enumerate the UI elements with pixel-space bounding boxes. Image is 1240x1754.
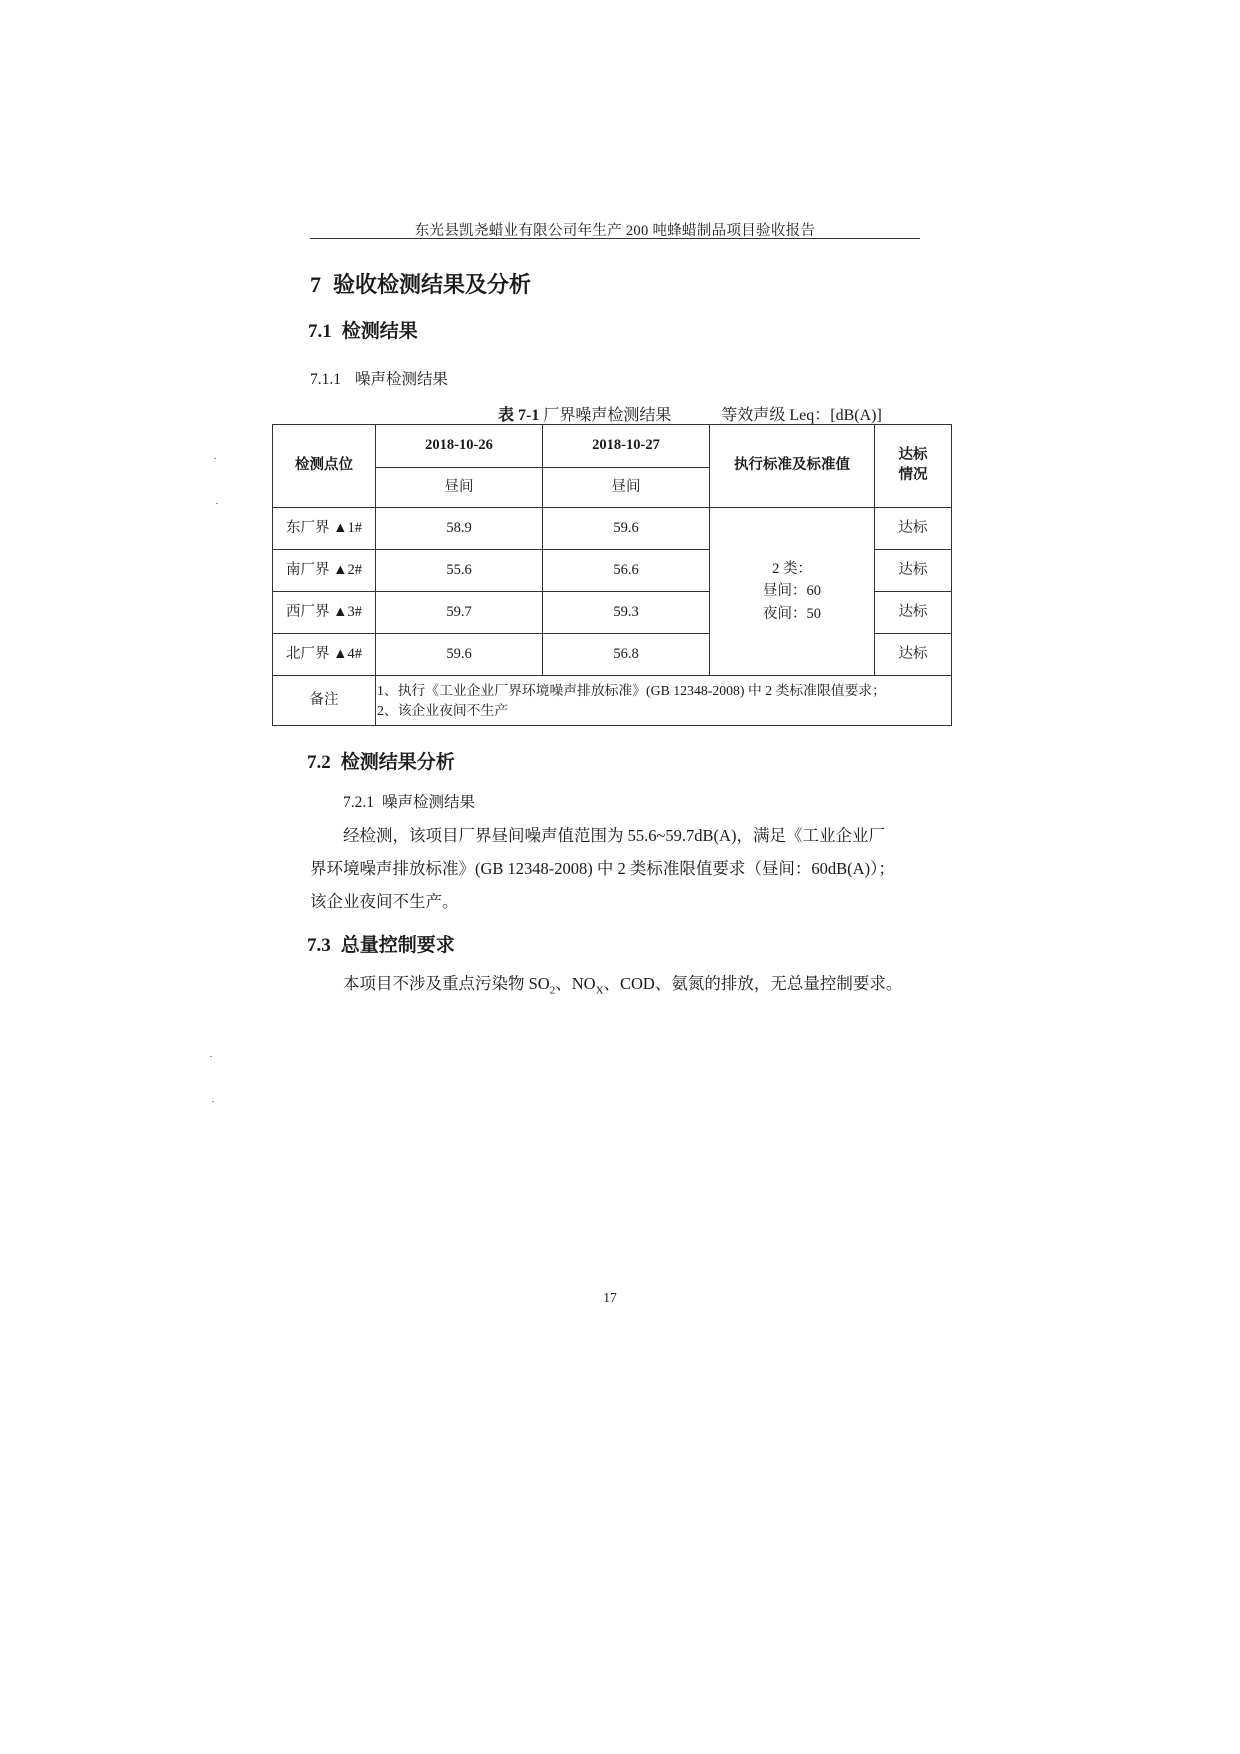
note-line-1: 1、执行《工业企业厂界环境噪声排放标准》(GB 12348-2008) 中 2 类标准限值要求； — [377, 682, 886, 698]
noise-results-table — [272, 424, 952, 726]
section-7-3-heading — [307, 930, 455, 957]
standard-day: 昼间：60 — [763, 583, 821, 600]
scan-speck — [216, 503, 218, 504]
row-point: 西厂界 ▲3# — [273, 592, 376, 634]
section-7-2-title: 检测结果分析 — [340, 752, 455, 773]
analysis-line-2: 界环境噪声排放标准》(GB 12348-2008) 中 2 类标准限值要求（昼间：60dB(A)）； — [310, 859, 895, 878]
note-line-2: 2、该企业夜间不生产 — [377, 702, 509, 718]
section-7-3-number: 7.3 — [307, 935, 331, 956]
row-status: 达标 — [875, 592, 952, 634]
page-header-title: 东光县凯尧蜡业有限公司年生产 200 吨蜂蜡制品项目验收报告 — [414, 223, 816, 239]
section-7-2-1-heading — [343, 790, 475, 812]
standard-night: 夜间：50 — [763, 605, 821, 622]
section-7-1-title: 检测结果 — [341, 321, 418, 342]
total-control-paragraph — [343, 967, 943, 1007]
table-note-row — [273, 676, 952, 726]
section-7-2-heading — [307, 747, 455, 774]
table-caption-title: 厂界噪声检测结果 — [543, 407, 672, 424]
row-point: 东厂界 ▲1# — [273, 508, 376, 550]
row-value-date-1: 59.6 — [376, 634, 543, 676]
section-7-2-number: 7.2 — [307, 752, 331, 773]
table-row — [273, 508, 952, 550]
total-control-text-3: 、COD、氨氮的排放，无总量控制要求。 — [603, 974, 903, 993]
row-status: 达标 — [875, 508, 952, 550]
header-status: 达标情况 — [875, 425, 952, 508]
header-period-2: 昼间 — [543, 468, 710, 508]
section-7-1-heading — [308, 316, 418, 343]
note-label: 备注 — [273, 676, 376, 726]
analysis-paragraph — [310, 819, 930, 918]
scan-speck — [214, 458, 216, 459]
scan-speck — [210, 1056, 212, 1057]
row-value-date-2: 56.8 — [543, 634, 710, 676]
header-point: 检测点位 — [273, 425, 376, 508]
analysis-line-1: 经检测，该项目厂界昼间噪声值范围为 55.6~59.7dB(A)，满足《工业企业厂 — [343, 826, 885, 845]
row-value-date-2: 56.6 — [543, 550, 710, 592]
section-7-1-1-number: 7.1.1 — [310, 371, 341, 388]
row-point: 南厂界 ▲2# — [273, 550, 376, 592]
section-7-heading — [310, 268, 531, 299]
header-rule — [310, 238, 920, 239]
standard-cell — [710, 508, 875, 676]
section-7-title: 验收检测结果及分析 — [333, 272, 532, 297]
section-7-3-title: 总量控制要求 — [340, 935, 455, 956]
row-value-date-1: 58.9 — [376, 508, 543, 550]
row-status: 达标 — [875, 550, 952, 592]
row-value-date-2: 59.3 — [543, 592, 710, 634]
total-control-text-1: 本项目不涉及重点污染物 SO — [343, 974, 550, 993]
section-7-2-1-number: 7.2.1 — [343, 794, 374, 811]
analysis-line-3: 该企业夜间不生产。 — [310, 892, 459, 911]
scan-speck — [212, 1101, 214, 1102]
standard-class: 2 类： — [772, 560, 812, 577]
table-caption-label: 表 7-1 — [498, 407, 540, 424]
total-control-text-2: 、NO — [555, 974, 596, 993]
header-date-2: 2018-10-27 — [543, 425, 710, 468]
header-standard: 执行标准及标准值 — [710, 425, 875, 508]
so2-subscript: 2 — [549, 984, 556, 997]
section-7-1-number: 7.1 — [308, 321, 332, 342]
row-point: 北厂界 ▲4# — [273, 634, 376, 676]
page-number: 17 — [603, 1290, 617, 1305]
section-7-2-1-title: 噪声检测结果 — [382, 794, 476, 811]
section-7-1-1-title: 噪声检测结果 — [355, 371, 449, 388]
row-value-date-1: 59.7 — [376, 592, 543, 634]
table-caption — [498, 402, 882, 425]
note-text — [376, 676, 952, 726]
section-7-number: 7 — [310, 272, 321, 297]
table-caption-unit: 等效声级 Leq：[dB(A)] — [721, 407, 882, 424]
nox-subscript: X — [595, 984, 604, 997]
row-value-date-2: 59.6 — [543, 508, 710, 550]
header-period-1: 昼间 — [376, 468, 543, 508]
row-value-date-1: 55.6 — [376, 550, 543, 592]
table-header-row — [273, 425, 952, 468]
row-status: 达标 — [875, 634, 952, 676]
section-7-1-1-heading — [310, 367, 448, 389]
header-date-1: 2018-10-26 — [376, 425, 543, 468]
